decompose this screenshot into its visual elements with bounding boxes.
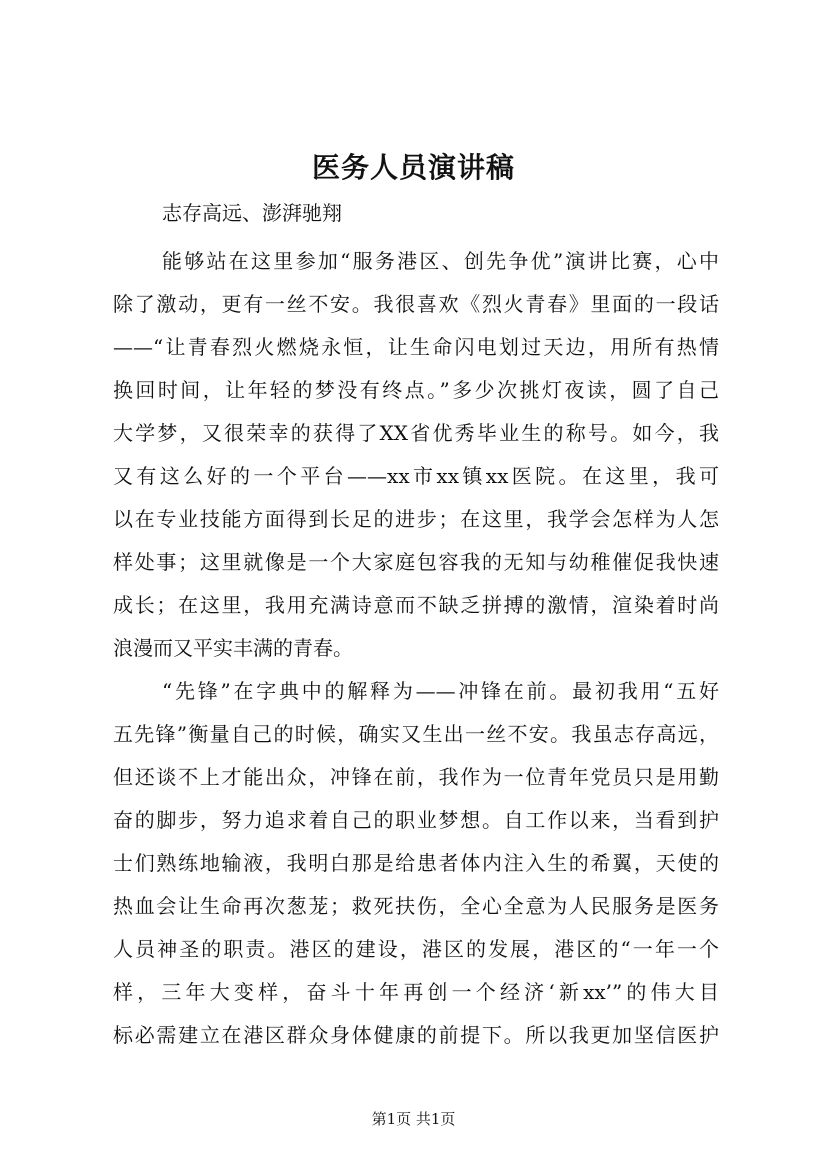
paragraph-line: 士们熟练地输液，我明白那是给患者体内注入生的希翼，天使的	[113, 851, 719, 875]
paragraph-line: “先锋”在字典中的解释为——冲锋在前。最初我用“五好	[162, 679, 719, 703]
paragraph-line: 五先锋”衡量自己的时候，确实又生出一丝不安。我虽志存高远，	[113, 722, 719, 746]
document-subtitle: 志存高远、澎湃驰翔	[162, 201, 342, 225]
paragraph-line: ——“让青春烈火燃烧永恒，让生命闪电划过天边，用所有热情	[113, 335, 719, 359]
paragraph-line: 浪漫而又平实丰满的青春。	[113, 636, 353, 660]
paragraph-line: 但还谈不上才能出众，冲锋在前，我作为一位青年党员只是用勤	[113, 765, 719, 789]
document-title: 医务人员演讲稿	[311, 151, 515, 184]
paragraph-line: 又有这么好的一个平台——xx市xx镇xx医院。在这里，我可	[113, 464, 719, 488]
paragraph-line: 能够站在这里参加“服务港区、创先争优”演讲比赛，心中	[162, 249, 719, 273]
paragraph-line: 大学梦，又很荣幸的获得了XX省优秀毕业生的称号。如今，我	[113, 421, 719, 445]
paragraph-line: 除了激动，更有一丝不安。我很喜欢《烈火青春》里面的一段话	[113, 292, 719, 316]
page-footer: 第1页 共1页	[371, 1110, 456, 1128]
paragraph-line: 成长；在这里，我用充满诗意而不缺乏拼搏的激情，渲染着时尚	[113, 593, 719, 617]
paragraph-line: 以在专业技能方面得到长足的进步；在这里，我学会怎样为人怎	[113, 507, 719, 531]
paragraph-line: 换回时间，让年轻的梦没有终点。”多少次挑灯夜读，圆了自己	[113, 378, 719, 402]
paragraph-line: 标必需建立在港区群众身体健康的前提下。所以我更加坚信医护	[113, 1023, 719, 1047]
paragraph-line: 热血会让生命再次葱茏；救死扶伤，全心全意为人民服务是医务	[113, 894, 719, 918]
paragraph-line: 样，三年大变样，奋斗十年再创一个经济‘新xx’”的伟大目	[113, 980, 719, 1004]
paragraph-line: 样处事；这里就像是一个大家庭包容我的无知与幼稚催促我快速	[113, 550, 719, 574]
paragraph-line: 奋的脚步，努力追求着自己的职业梦想。自工作以来，当看到护	[113, 808, 719, 832]
paragraph-line: 人员神圣的职责。港区的建设，港区的发展，港区的“一年一个	[113, 937, 719, 961]
